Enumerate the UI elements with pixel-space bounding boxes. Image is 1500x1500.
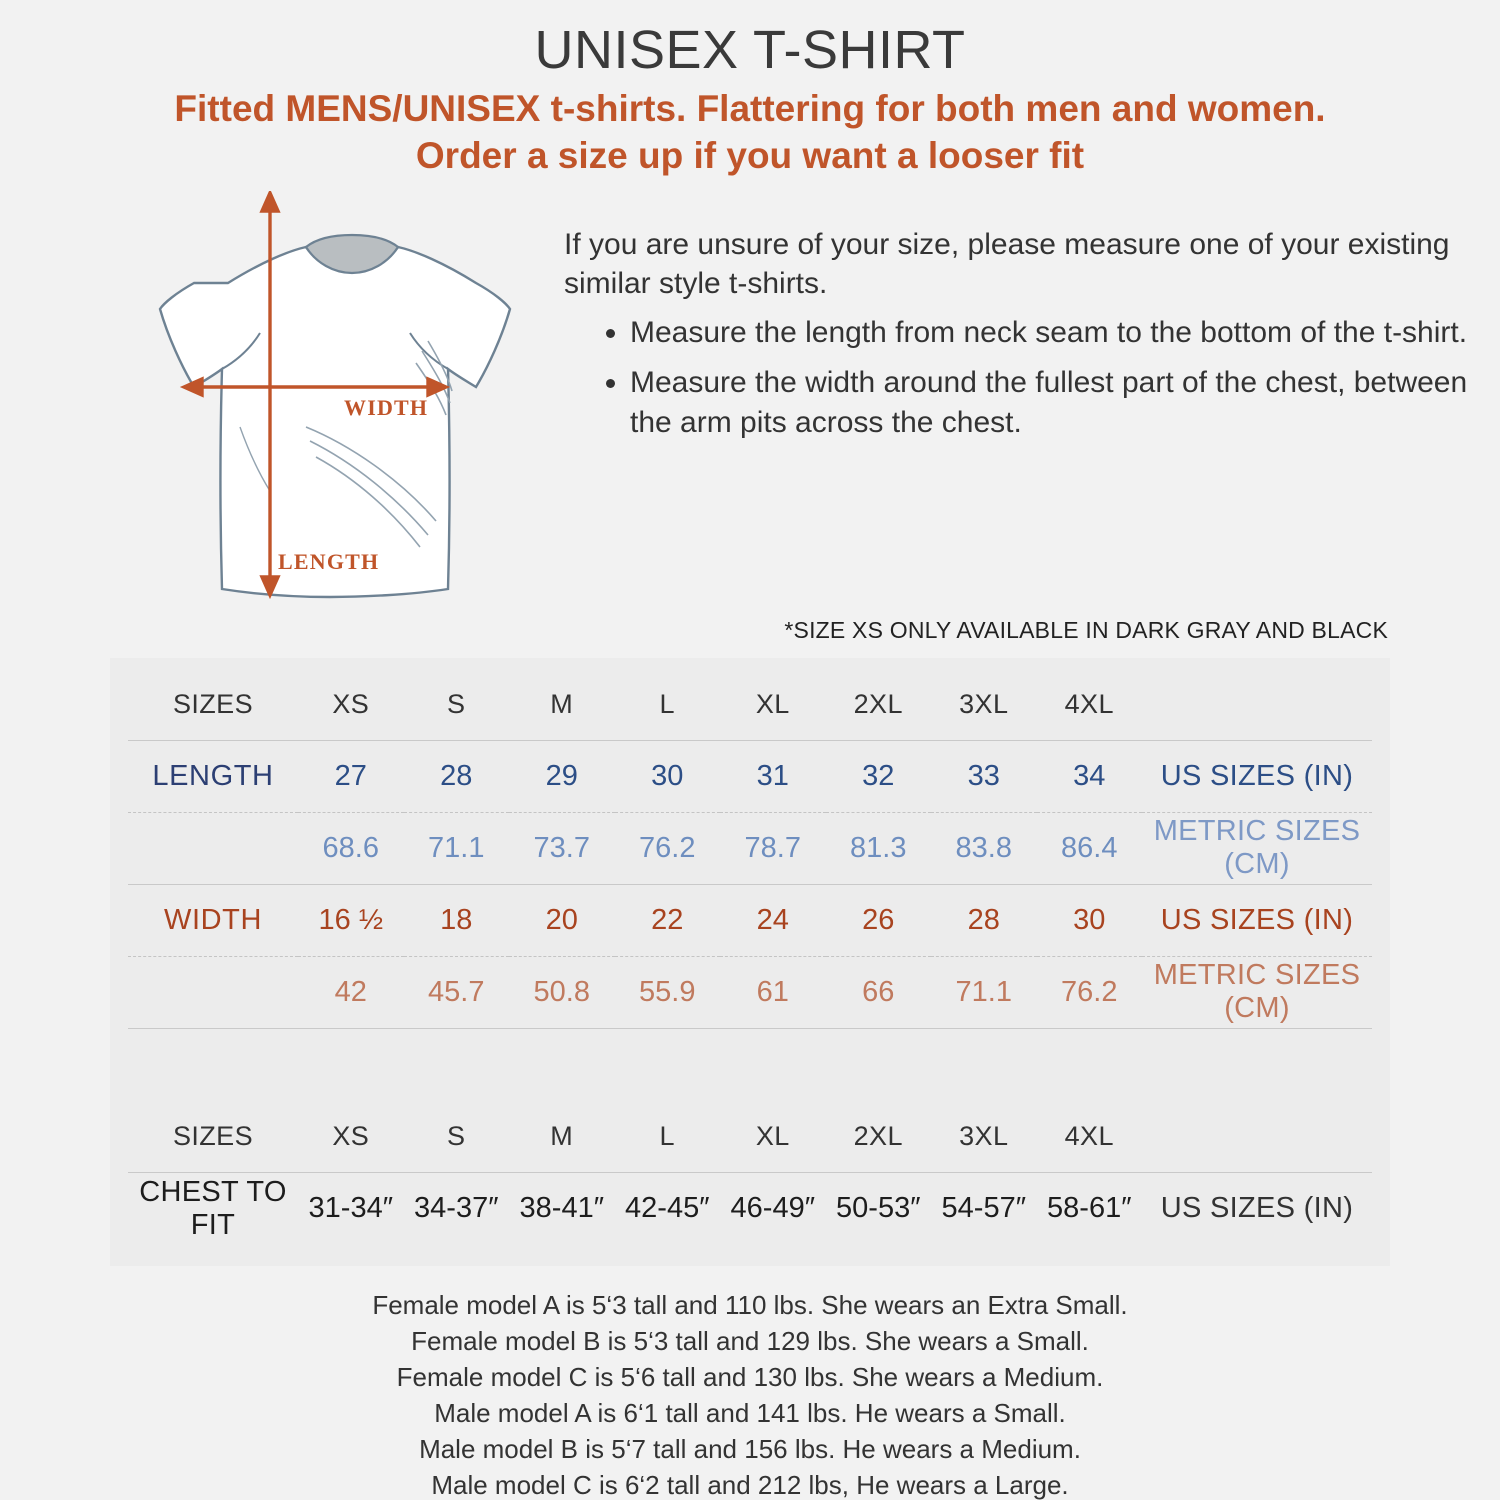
size2-col-xs: XS [332,1120,370,1151]
table-row-spacer [128,1028,1372,1100]
cell-length-in-4xl: 34 [1073,759,1106,792]
row-label-chest-to-fit: CHEST TO FIT [139,1175,287,1241]
size-chart-table [128,668,1372,1244]
tshirt-diagram [110,191,540,611]
unit-length-us: US SIZES (IN) [1160,759,1354,792]
cell-width-cm-3xl: 71.1 [955,975,1012,1008]
cell-width-in-l: 22 [651,903,684,936]
cell-chest-l: 42-45″ [625,1192,710,1225]
cell-width-cm-l: 55.9 [639,975,696,1008]
unit-chest-us: US SIZES (IN) [1160,1192,1354,1225]
size2-col-m: M [550,1120,574,1151]
diagram-and-instructions [0,191,1500,611]
cell-chest-2xl: 50-53″ [836,1192,921,1225]
model-note-line: Female model C is 5‘6 tall and 130 lbs. She wears a Medium. [396,1362,1104,1393]
row-label-width-metric [128,956,298,1028]
cell-length-cm-4xl: 86.4 [1061,831,1118,864]
size-chart-page [0,22,1500,1500]
list-item: • Measure the width around the fullest part of the chest, between the arm pits across the chest. [630,363,1468,442]
model-note-line: Female model B is 5‘3 tall and 129 lbs. She wears a Small. [411,1326,1089,1357]
cell-chest-xs: 31-34″ [308,1192,393,1225]
row-label-length: LENGTH [152,759,274,792]
table-row-length-metric [128,812,1372,884]
cell-width-cm-xl: 61 [756,975,789,1008]
model-note-line: Male model C is 6‘2 tall and 212 lbs, He wears a Large. [431,1469,1069,1500]
table-row-width-metric [128,956,1372,1028]
sizes-header-label: SIZES [172,688,254,719]
size2-col-4xl: 4XL [1064,1120,1114,1151]
page-subtitle [60,85,1440,180]
unit-width-metric: METRIC SIZES (CM) [1153,959,1361,1025]
cell-length-cm-l: 76.2 [639,831,696,864]
cell-width-cm-m: 50.8 [533,975,590,1008]
model-note-line: Female model A is 5‘3 tall and 110 lbs. She wears an Extra Small. [372,1290,1128,1321]
instructions-list [564,313,1468,442]
cell-length-cm-m: 73.7 [533,831,590,864]
size2-col-l: L [659,1120,675,1151]
table-row-header-top [128,668,1372,740]
size-col-xl: XL [755,688,790,719]
size2-col-2xl: 2XL [853,1120,903,1151]
availability-note: *SIZE XS ONLY AVAILABLE IN DARK GRAY AND BLACK [784,617,1388,644]
cell-chest-xl: 46-49″ [730,1192,815,1225]
cell-width-in-2xl: 26 [862,903,895,936]
unit-width-us: US SIZES (IN) [1160,903,1354,936]
cell-chest-m: 38-41″ [519,1192,604,1225]
unit-col-header-bottom [1142,1100,1372,1172]
cell-width-in-4xl: 30 [1073,903,1106,936]
cell-width-cm-2xl: 66 [862,975,895,1008]
size-col-3xl: 3XL [959,688,1009,719]
cell-width-in-xs: 16 ½ [318,903,383,936]
instructions-lead: If you are unsure of your size, please measure one of your existing similar style t-shirts. [564,228,1450,301]
row-label-length-metric [128,812,298,884]
size2-col-s: S [447,1120,466,1151]
cell-chest-4xl: 58-61″ [1047,1192,1132,1225]
unit-length-metric: METRIC SIZES (CM) [1153,815,1361,881]
table-row-header-bottom [128,1100,1372,1172]
model-note-line: Male model B is 5‘7 tall and 156 lbs. He wears a Medium. [419,1433,1081,1464]
size-col-s: S [447,688,466,719]
cell-length-cm-3xl: 83.8 [955,831,1012,864]
size2-col-3xl: 3XL [959,1120,1009,1151]
cell-width-in-xl: 24 [756,903,789,936]
subtitle-line-1: Fitted MENS/UNISEX t-shirts. Flattering for both men and women. [174,87,1326,129]
unit-col-header [1142,668,1372,740]
cell-length-in-3xl: 33 [967,759,1000,792]
table-row-chest-to-fit [128,1172,1372,1244]
cell-length-cm-2xl: 81.3 [850,831,907,864]
cell-length-in-xs: 27 [334,759,367,792]
cell-width-cm-4xl: 76.2 [1061,975,1118,1008]
cell-width-in-3xl: 28 [967,903,1000,936]
page-title: UNISEX T-SHIRT [534,20,966,80]
tshirt-illustration-svg [110,191,540,611]
list-item: • Measure the length from neck seam to the bottom of the t-shirt. [630,313,1468,353]
table-row-length-us [128,740,1372,812]
cell-length-in-s: 28 [440,759,473,792]
cell-length-in-xl: 31 [756,759,789,792]
cell-width-cm-s: 45.7 [428,975,485,1008]
cell-length-cm-xl: 78.7 [744,831,801,864]
size-col-4xl: 4XL [1064,688,1114,719]
cell-length-in-l: 30 [651,759,684,792]
size-chart-table-container [110,658,1390,1266]
cell-width-in-m: 20 [545,903,578,936]
cell-width-in-s: 18 [440,903,473,936]
table-row-width-us [128,884,1372,956]
size-col-l: L [659,688,675,719]
cell-length-in-2xl: 32 [862,759,895,792]
length-label: LENGTH [278,549,380,575]
cell-chest-s: 34-37″ [414,1192,499,1225]
cell-length-in-m: 29 [545,759,578,792]
cell-chest-3xl: 54-57″ [941,1192,1026,1225]
width-label: WIDTH [344,395,429,421]
size-col-xs: XS [332,688,370,719]
model-notes [0,1288,1500,1500]
cell-length-cm-s: 71.1 [428,831,485,864]
size-col-m: M [550,688,574,719]
size2-col-xl: XL [755,1120,790,1151]
sizes-header-label-bottom: SIZES [172,1120,254,1151]
model-note-line: Male model A is 6‘1 tall and 141 lbs. He wears a Small. [434,1398,1066,1429]
instructions-block [540,191,1468,452]
size-col-2xl: 2XL [853,688,903,719]
cell-width-cm-xs: 42 [334,975,367,1008]
subtitle-line-2: Order a size up if you want a looser fit [415,135,1085,177]
cell-length-cm-xs: 68.6 [322,831,379,864]
row-label-width: WIDTH [163,903,263,936]
